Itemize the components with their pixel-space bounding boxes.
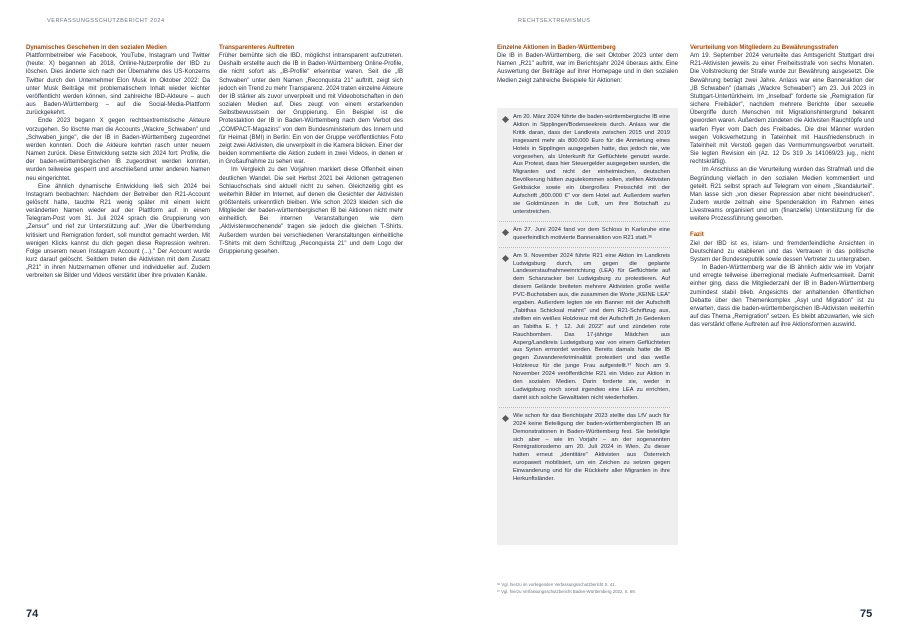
bullet-diamond-icon [502, 255, 509, 262]
paragraph: In Baden-Württemberg war die IB ähnlich aktiv wie im Vorjahr und erregte teilweise überregional mediale Aufmerksamkeit. Damit einher ging, dass die Mitgliederzahl der IB in Baden-Württemberg zumindest stabil blieb. Angesichts der anhaltenden öffentlichen Debatte über den Themenkomplex „Asyl und Migration" ist zu erwarten, dass die baden-württembergischen IB-Aktivisten weiterhin auf das Thema „Remigration" setzen. Es bleibt abzuwarten, wie sich das verstärkt offene Auftreten auf ihre Aktionsformen auswirkt. [690, 265, 874, 329]
divider [499, 407, 670, 408]
footnotes [497, 581, 717, 595]
section-heading-transparency: Transparenteres Auftreten [219, 45, 295, 51]
column-1 [26, 44, 210, 281]
paragraph: Im Vergleich zu den Vorjahren markiert diese Offenheit einen deutlichen Wandel. Die seit Herbst 2021 bei Aktionen getragenen Schlauchschals sind aktuell nicht zu sehen. Gleichzeitig gibt es weiterhin Bilder im Internet, auf denen die Gesichter der Aktivisten größtenteils unkenntlich bleiben. Wie schon 2023 kleiden sich die Mitglieder der baden-württembergischen IB bei Aktionen nicht mehr einheitlich. Bei internen Veranstaltungen wie dem „Aktivistenwochenende" tragen sie jedoch die gleichen T-Shirts. Außerdem wurden bei verschiedenen Veranstaltungen einheitliche T-Shirts mit dem Schriftzug „Reconquista 21" und dem Logo der Gruppierung gesehen. [219, 167, 403, 255]
bullet-diamond-icon [502, 229, 509, 236]
bullet-diamond-icon [502, 415, 509, 422]
paragraph: Plattformbetreiber wie Facebook, YouTube, Instagram und Twitter (heute: X) begannen ab 2018, Online-Nutzerprofile der IBD zu löschen. Dies änderte sich nach der Übernahme des US-Konzerns Twitter durch den Unternehmer Elon Musk im Oktober 2022: Da unter Musk Beiträge mit problematischem Inhalt wieder leichter veröffentlicht werden können, sind zahlreiche IBD-Akteure – auch aus Baden-Württemberg – auf die Social-Media-Plattform zurückgekehrt. [26, 53, 210, 117]
footnote: ³⁷ Vgl. hierzu Verfassungsschutzbericht Baden-Württemberg 2022, S. 69. [497, 589, 636, 594]
divider [499, 221, 670, 222]
divider [499, 247, 670, 248]
page-number-left: 74 [26, 608, 39, 620]
list-item [499, 253, 670, 403]
paragraph: Eine ähnlich dynamische Entwicklung ließ sich 2024 bei Instagram beobachten: Nachdem der Betreiber den R21-Account gelöscht hatte, tauchte R21 wenig später mit einem leicht veränderten Namen wieder auf der Plattform auf. In einem Telegram-Post vom 31. Juli 2024 sprach die Gruppierung von „Zensur" und rief zur Unterstützung auf: „Wer die Überfremdung kritisiert und Remigration fordert, soll mundtot gemacht werden. Mit wenigen Klicks kannst du dich gegen diese Repression wehren. Folge unserem neuen Instagram Account (...)." Der Account wurde kurz darauf gelöscht. Seitdem treten die Aktivisten mit dem Zusatz „R21" in ihren Nutzernamen offener und individueller auf. Zudem verbreiten sie Bilder und Videos verstärkt über ihre privaten Kanäle. [26, 183, 210, 280]
paragraph: Die IB in Baden-Württemberg, die seit Oktober 2023 unter dem Namen „R21" auftritt, war im Berichtsjahr 2024 überaus aktiv. Eine Auswertung der Beiträge auf ihrer Homepage und in den sozialen Medien zeigt zahlreiche Beispiele für Aktionen: [497, 53, 678, 84]
list-item-text: Wie schon für das Berichtsjahr 2023 stellte das LfV auch für 2024 keine Beteiligung der baden-württembergischen IB an Demonstrationen in Baden-Württemberg fest. Sie beteiligte sich aber – wie im Vorjahr – an der sogenannten Remigrationsdemo am 20. Juli 2024 in Wien. Zu dieser hatten erneut „identitäre" Aktivisten aus Österreich europaweit mobilisiert, um ein Zeichen zu setzen gegen Einwanderung und für die Rückkehr aller Migranten in ihre Herkunftsländer. [513, 412, 670, 483]
running-head-left: VERFASSUNGSSCHUTZBERICHT 2024 [47, 18, 165, 24]
section-heading-social-media: Dynamisches Geschehen in den sozialen Medien [26, 45, 167, 51]
list-item-text: Am 9. November 2024 führte R21 eine Aktion im Landkreis Ludwigsburg durch, um gegen die geplante Landeserstaufnahmeeinrichtung (LEA) für Geflüchtete auf dem Schanzacker bei Ludwigsburg zu protestieren. Auf diesem Gelände breiteten mehrere Aktivisten große weiße PVC-Buchstaben aus, die zusammen die Worte „KEINE LEA" ergaben. Außerdem legten sie ein Banner mit der Aufschrift „Tabithas Schicksal mahnt" und dem R21-Schriftzug aus, stellten ein weißes Holzkreuz mit der Aufschrift „In Gedenken an Tabitha E. † 12. Juli 2022" auf und zündeten rote Rauchbomben. Das 17-jährige Mädchen aus Asperg/Landkreis Ludwigsburg war von einem Geflüchteten aus Syrien ermordet worden. Bereits damals hatte die IB gegen Zuwandererkriminalität protestiert und das weiße Holzkreuz für die junge Frau aufgestellt.³⁷ Noch am 9. November 2024 veröffentlichte R21 ein Video zur Aktion in den sozialen Medien. Darin forderte sie, weder in Ludwigsburg noch sonst irgendwo eine LEA zu errichten, damit sich solche Gewalttaten nicht wiederholten. [513, 252, 670, 401]
list-item [499, 227, 670, 243]
running-head-right: RECHTSEXTREMISMUS [518, 18, 591, 24]
list-item-text: Am 27. Juni 2024 fand vor dem Schloss in Karlsruhe eine queerfeindlich motivierte Banneraktion von R21 statt.³⁶ [513, 226, 670, 241]
section-heading-actions: Einzelne Aktionen in Baden-Württemberg [497, 45, 616, 51]
column-2 [219, 44, 403, 256]
column-3 [497, 44, 678, 85]
section-heading-convictions: Verurteilung von Mitgliedern zu Bewährungsstrafen [690, 45, 839, 51]
paragraph: Am 19. September 2024 verurteilte das Amtsgericht Stuttgart drei R21-Aktivisten jeweils zu einer Freiheitsstrafe von sechs Monaten. Die Vollstreckung der Strafe wurde zur Bewährung ausgesetzt. Die Bewährung beträgt zwei Jahre. Anlass war eine Banneraktion der „IB Schwaben" (damals „Wackre Schwaben") am 23. Juli 2023 in Stuttgart-Untertürkheim. Im „Inselbad" forderte sie „Remigration für sichere Freibäder", nachdem mehrere Berichte über sexuelle Übergriffe durch Menschen mit Migrationshintergrund bekannt geworden waren. Außerdem zündeten die Aktivisten Rauchtöpfe und warfen Flyer vom Dach des Freibades. Die drei Männer wurden wegen Volksverhetzung in Tateinheit mit Hausfriedensbruch in Tateinheit mit Verstoß gegen das Vermummungsverbot verurteilt. Sie legten Revision ein (Az. 12 Ds 319 Js 141069/23 jug., nicht rechtskräftig). [690, 53, 874, 166]
paragraph: Ende 2023 begann X gegen rechtsextremistische Akteure vorzugehen. So löschte man die Accounts „Wackre_Schwaben" und „Schwaben_junge", die der IB in Baden-Württemberg zugeordnet werden konnten. Doch die Akteure kehrten rasch unter neuem Namen zurück. Diese Entwicklung setzte sich 2024 fort: Profile, die der baden-württembergischen IB zugeordnet werden konnten, wurden teilweise gesperrt und anschließend unter anderen Namen neu eingerichtet. [26, 118, 210, 182]
bullet-diamond-icon [502, 116, 509, 123]
paragraph: Im Anschluss an die Verurteilung wurden das Strafmaß und die Begründung vielfach in den sozialen Medien kommentiert und geteilt. R21 selbst sprach auf Telegram von einem „Skandalurteil". Man lasse sich „von dieser Repression aber nicht beeindrucken". Zudem wurde zeitnah eine Spendenaktion im Rahmen eines Livestreams organisiert und um (finanzielle) Unterstützung für die weitere Prozessführung geworben. [690, 167, 874, 223]
actions-info-box [497, 108, 678, 545]
footnote: ³⁶ Vgl. hierzu im vorliegenden Verfassungsschutzbericht S. 41. [497, 582, 616, 587]
paragraph: Ziel der IBD ist es, islam- und fremdenfeindliche Ansichten in Deutschland zu etablieren und das Vertrauen in das politische System der Bundesrepublik sowie dessen Vertreter zu untergraben. [690, 240, 874, 263]
column-4 [690, 44, 874, 329]
paragraph: Früher bemühte sich die IBD, möglichst intransparent aufzutreten. Deshalb erstellte auch die IB in Baden-Württemberg Online-Profile, die nicht sofort als „IB-Profile" erkennbar waren. Seit die „IB Schwaben" unter dem Namen „Reconquista 21" auftritt, zeigt sich jedoch ein Trend zu mehr Transparenz. 2024 traten einzelne Akteure der IB stärker als zuvor unverpixelt und mit Videobotschaften in den sozialen Medien auf. Dies zeugt von einem erstarkenden Selbstbewusstsein der Gruppierung. Ein Beispiel ist die Protestaktion der IB in Baden-Württemberg nach dem Verbot des „COMPACT-Magazins" von dem Bundesministerium des Innern und für Heimat (BMI) in Berlin: Ein von der Gruppe veröffentlichtes Foto zeigt zwei Aktivisten, die unverpixelt in die Kamera blicken. Einer der beiden kommentierte die Aktion zudem in zwei Videos, in denen er in Großaufnahme zu sehen war. [219, 53, 403, 166]
list-item [499, 114, 670, 217]
page-number-right: 75 [860, 608, 873, 620]
list-item [499, 413, 670, 484]
section-heading-fazit: Fazit [690, 232, 704, 239]
list-item-text: Am 20. März 2024 führte die baden-württembergische IB eine Aktion in Sipplingen/Bodenseekreis durch. Anlass war die Kritik daran, dass der Landkreis zwischen 2015 und 2019 insgesamt mehr als 800.000 Euro für die Anmietung eines Hotels in Sipplingen ausgegeben hatte, das jedoch nie, wie vorgesehen, als Unterkunft für Geflüchtete genutzt wurde. Aus Protest, dass hier Steuergelder ausgegeben wurden, die Migranten und nicht der einheimischen, deutschen Bevölkerung hätten zugutekommen sollen, stellten Aktivisten Geldsäcke sowie ein übergroßes Preisschild mit der Aufschrift „800.000 €" vor dem Hotel auf. Außerdem warfen sie Goldmünzen in die Luft, um ihre Botschaft zu unterstreichen. [513, 114, 670, 215]
